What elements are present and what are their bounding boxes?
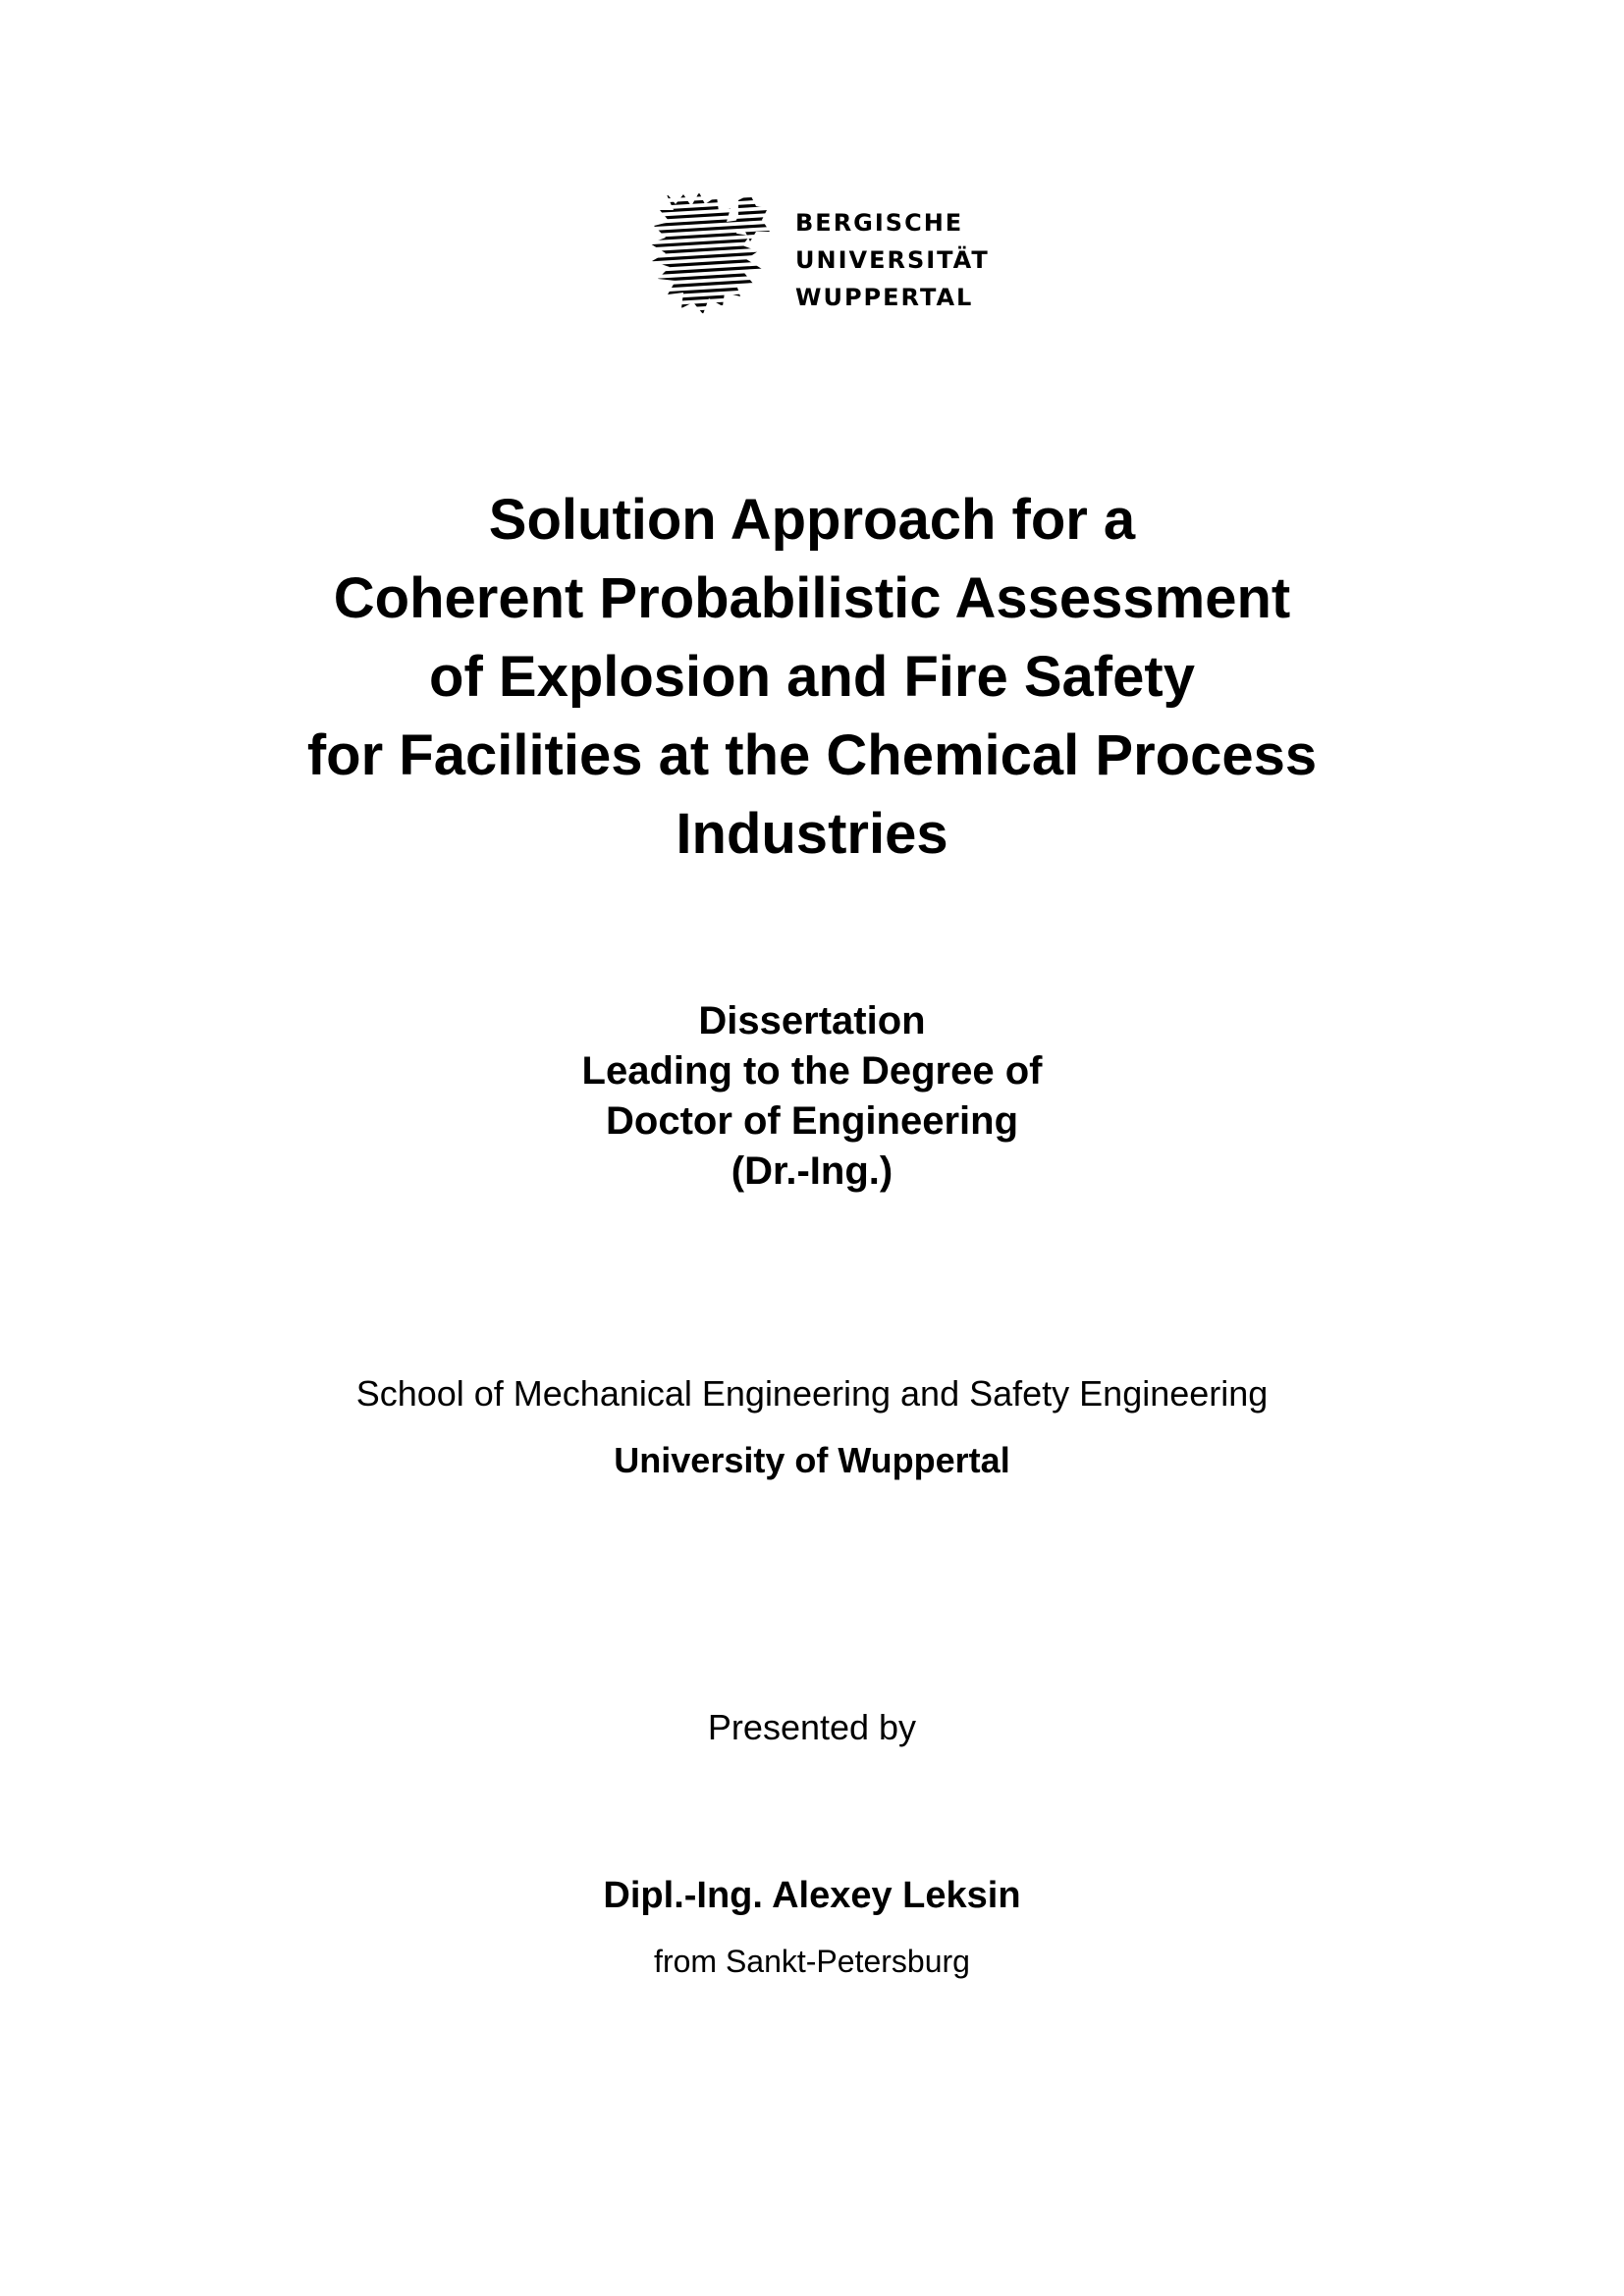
school-name: School of Mechanical Engineering and Safety Engineering (355, 1373, 1269, 1414)
title-line: Industries (676, 802, 948, 866)
university-logo (648, 187, 1001, 324)
title-line: for Facilities at the Chemical Process (306, 723, 1318, 787)
degree-line: Doctor of Engineering (606, 1099, 1018, 1143)
dissertation-title (0, 481, 1624, 874)
logo-wordmark (795, 204, 990, 316)
degree-line: Dissertation (698, 999, 926, 1042)
logo-line: WUPPERTAL (795, 284, 974, 311)
title-line: of Explosion and Fire Safety (429, 645, 1195, 709)
author-name: Dipl.-Ing. Alexey Leksin (603, 1875, 1021, 1916)
author-origin: from Sankt-Petersburg (654, 1944, 970, 1979)
degree-line: Leading to the Degree of (581, 1049, 1043, 1093)
logo-line: UNIVERSITÄT (795, 246, 990, 274)
degree-line: (Dr.-Ing.) (731, 1149, 893, 1193)
logo-line: BERGISCHE (795, 209, 964, 237)
lion-crest-icon (648, 187, 772, 320)
title-line: Coherent Probabilistic Assessment (333, 566, 1291, 630)
degree-statement (0, 996, 1624, 1197)
title-line: Solution Approach for a (488, 488, 1136, 552)
presented-by-label: Presented by (707, 1707, 917, 1747)
university-name: University of Wuppertal (614, 1440, 1010, 1480)
